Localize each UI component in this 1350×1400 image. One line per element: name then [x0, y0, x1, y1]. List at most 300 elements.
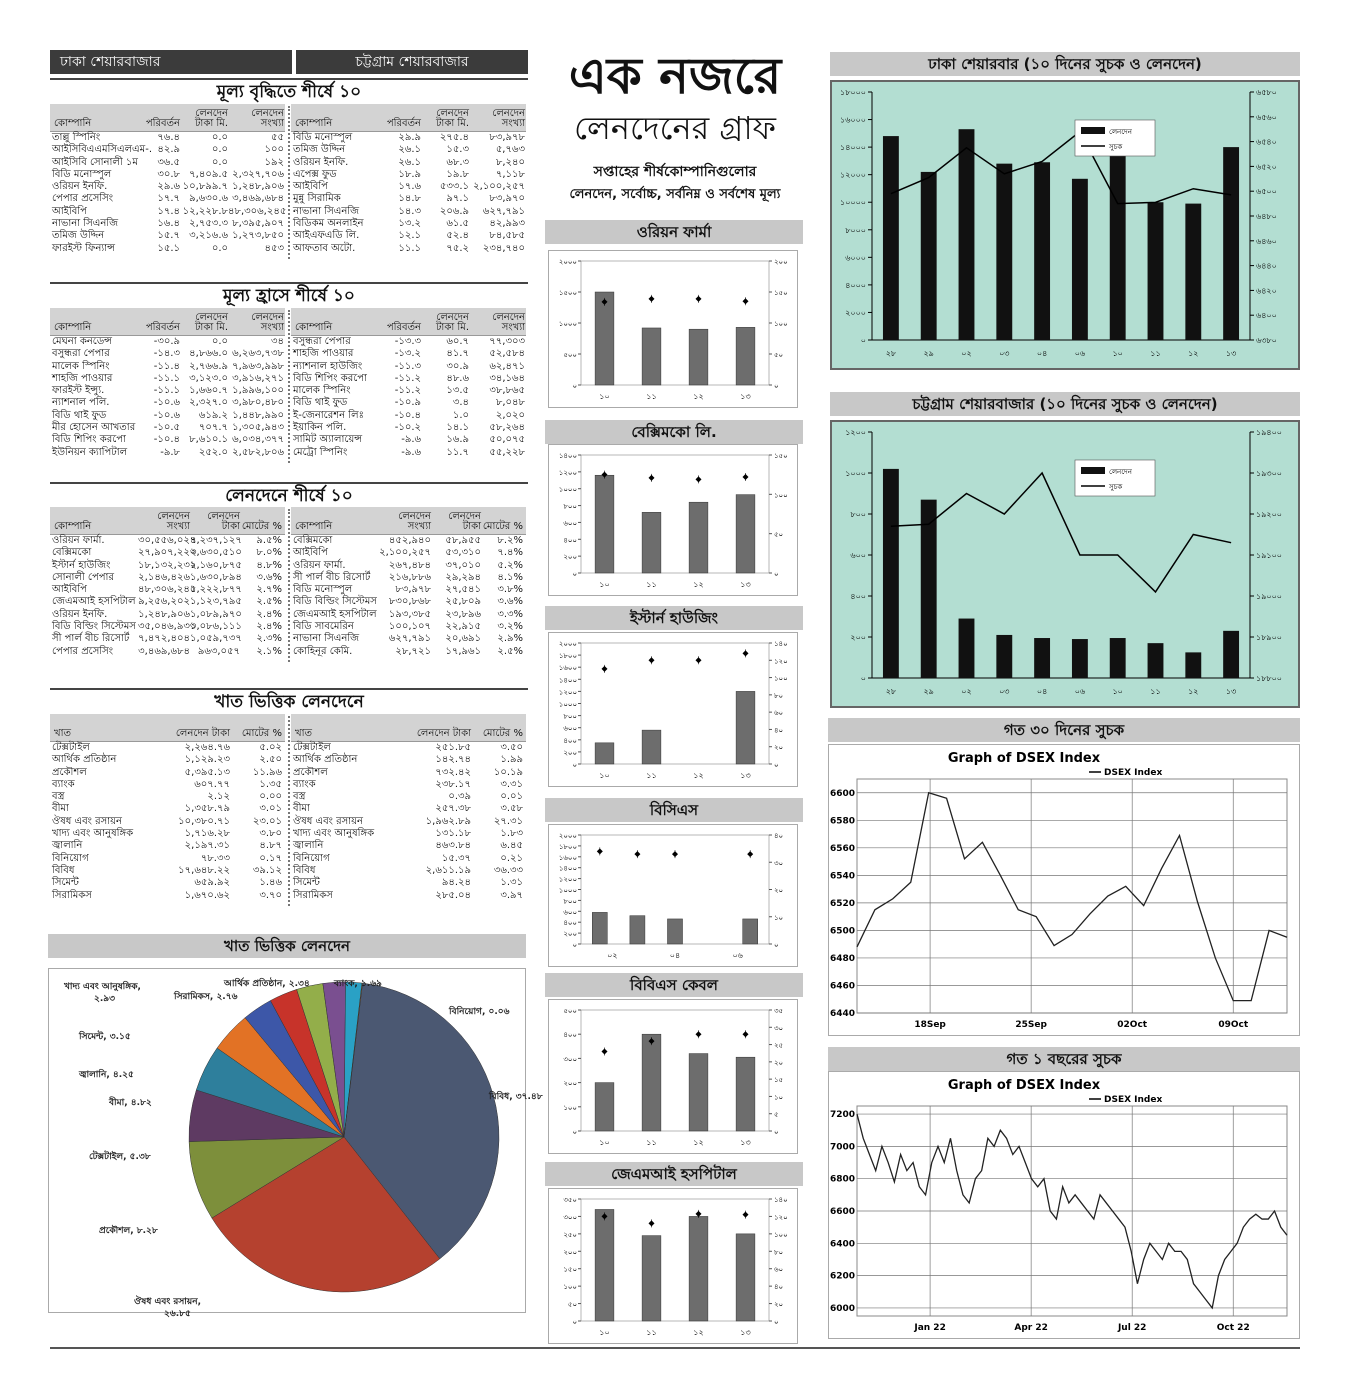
index-line [891, 473, 1231, 592]
losers-cell: ইউনিয়ন ক্যাপিটাল [52, 446, 128, 458]
gainers-cell: ৭,৪০৯.৫ [189, 168, 228, 180]
bar [689, 502, 708, 573]
gainers-cell: ১৫.৩ [446, 144, 469, 156]
sector-cell: ৩৯.১২ [252, 864, 282, 876]
sector-cell: ২৩৮.১৭ [435, 778, 471, 790]
y-tick-label: 6520 [829, 898, 855, 909]
gainers-cell: ৮৪,৫৮৫ [489, 230, 525, 242]
gainers-row [291, 243, 526, 255]
turnover-cell: ৪,২৩৭,১২৭ [190, 535, 242, 546]
losers-cell: -১৩.২ [394, 348, 421, 360]
ctg-turnover-half [291, 507, 526, 658]
gainers-cell: ২০৬.৯ [439, 205, 469, 217]
y2-tick-label: ৬৪০০ [1256, 311, 1277, 321]
turnover-col-header: মোটের % [241, 521, 282, 532]
y2-tick-label: ৬৪৮০ [1256, 212, 1277, 221]
losers-col-header: পরিবর্তন [145, 322, 180, 333]
x-tick-label: 25Sep [1015, 1020, 1047, 1030]
pie-label: জ্বালানি, ৪.২৫ [79, 1070, 134, 1080]
gainers-row [50, 132, 285, 144]
turnover-cell: ৮.০% [256, 547, 282, 559]
losers-col-header: কোম্পানি [295, 322, 333, 333]
losers-cell: ১.০ [452, 409, 469, 421]
y-tick-label: ১২০০ [558, 688, 577, 697]
gainers-row [291, 181, 526, 193]
y2-tick-label: ১০০ [774, 320, 788, 328]
y-tick-label: ৪০০ [563, 536, 577, 545]
gainers-row [50, 193, 285, 205]
losers-cell: ৭৭,৩০৩ [489, 336, 525, 347]
losers-cell: বসুন্ধরা পেপার [52, 348, 110, 360]
losers-cell: -১১.১ [153, 385, 180, 397]
y-tick-label: ৩০০ [563, 1055, 577, 1064]
turnover-cell: ৪.১% [497, 571, 523, 583]
eastern-title: ইস্টার্ন হাউজিং [545, 606, 803, 630]
x-tick-label: ১২ [693, 771, 704, 780]
gainers-cell: ২৭৫.৪ [439, 132, 469, 143]
sector-row [50, 865, 285, 877]
bar [630, 916, 645, 944]
y-tick-label: ৮০০০ [845, 225, 866, 235]
gainers-cell: ২,১০০,২৫৭ [473, 181, 525, 193]
y-tick-label: 7200 [829, 1110, 855, 1121]
bar [595, 1209, 614, 1321]
losers-cell: ইয়াকিন পলি. [293, 422, 347, 434]
bar [642, 1034, 661, 1131]
losers-cell: ১,৩০৫,৯৪৩ [232, 422, 284, 434]
y-tick-label: ১৪০০ [558, 452, 577, 460]
y2-tick-label: ৮০ [774, 1248, 784, 1257]
bar [959, 129, 975, 340]
bar [883, 136, 899, 340]
gainers-cell: ১৫.১ [157, 242, 180, 254]
sector-cell: বিনিয়োগ [293, 852, 330, 864]
y-tick-label: ১৮০০০ [840, 88, 866, 97]
x-tick-label: ১২ [693, 580, 704, 589]
turnover-cell: ২,১০০,২৫৭ [379, 547, 431, 559]
orion-title: ওরিয়ন ফার্মা [545, 220, 803, 244]
y-tick-label: ৬০০ [563, 724, 577, 733]
turnover-row [291, 609, 526, 621]
bar [736, 327, 755, 385]
gainers-cell: বিডি মনোস্পুল [293, 132, 353, 143]
legend-swatch-bar [1081, 127, 1105, 134]
gainers-cell: ০.০ [211, 242, 228, 254]
y2-tick-label: ১০০ [774, 1230, 788, 1239]
y-tick-label: ১০০ [563, 1283, 577, 1292]
sector-cell: ০.৩৯ [448, 791, 471, 803]
sector-row [291, 865, 526, 877]
gainers-cell: পেপার প্রসেসিং [52, 193, 114, 205]
sector-row [291, 779, 526, 791]
gainers-cell: এপেক্স ফুড [293, 168, 337, 180]
x-tick-label: Oct 22 [1216, 1323, 1250, 1333]
bar [736, 495, 755, 573]
jmi-title: জেএমআই হসপিটাল [545, 1162, 803, 1186]
x-tick-label: ১১ [1150, 687, 1161, 696]
losers-col-header: লেনদেন টাকা মি. [194, 312, 228, 333]
y2-tick-label: ১০০ [774, 674, 788, 683]
turnover-cell: বিডি বিল্ডিং সিস্টেমস [52, 621, 136, 633]
sector-cell: ৬৫৯.৯২ [194, 877, 230, 889]
sector-cell: ৩.৩১ [500, 778, 523, 790]
plot-area [857, 779, 1287, 1013]
sector-cell: ২.১২ [207, 791, 230, 803]
turnover-cell: ১০০,১০৭ [388, 621, 431, 633]
sector-col-header: খাত [54, 728, 71, 739]
sector-cell: সিমেন্ট [52, 877, 79, 889]
losers-cell: মেঘনা কনডেন্স [52, 336, 113, 347]
bar [667, 919, 682, 944]
y2-tick-label: ১৯৩০০ [1256, 469, 1282, 478]
pie-label: বিবিধ, ৩৭.৪৮ [489, 1092, 543, 1102]
losers-cell: ১,৯৯৬,১০০ [232, 385, 284, 397]
dhaka-market-header: ঢাকা শেয়ারবাজার [50, 50, 292, 74]
gainers-cell: তমিজ উদ্দিন [52, 230, 105, 242]
sector-cell: ৩৬.৩৩ [493, 864, 523, 876]
losers-cell: ফারইস্ট ইন্স্যু. [52, 385, 105, 397]
sector-cell: ১.৮৩ [500, 828, 523, 840]
gainers-cell: ২৬.১ [398, 156, 421, 168]
losers-cell: ৫৮,২৬৪ [489, 422, 525, 434]
losers-cell: ৪৮.৬ [446, 372, 469, 384]
turnover-cell: ১,০৮৬,১১১ [190, 621, 242, 633]
turnover-cell: ৭.৪% [497, 547, 523, 559]
turnover-cell: ২৭,৫৪১ [445, 584, 481, 596]
x-tick-label: ০২ [961, 687, 972, 696]
gainers-row [50, 243, 285, 255]
y-tick-label: ১৫০০ [558, 289, 577, 297]
x-tick-label: ১২ [693, 1328, 704, 1337]
turnover-cell: ৩.৩% [497, 608, 523, 620]
turnover-col-header: লেনদেন টাকা [207, 511, 240, 532]
gainers-col-header: লেনদেন সংখ্যা [492, 108, 525, 129]
turnover-cell: ৮.২% [497, 535, 523, 546]
x-tick-label: ১১ [646, 771, 657, 780]
sector-cell: বীমা [293, 803, 310, 815]
pie-chart [48, 968, 543, 1319]
losers-cell: -১০.৪ [153, 434, 180, 446]
sector-cell: ১,৯৬২.৮৯ [425, 815, 471, 827]
sector-cell: ব্যাংক [293, 778, 316, 790]
turnover-cell: ৮৩০,৮৬৮ [388, 596, 431, 608]
losers-cell: ই-জেনারেশন লিঃ [293, 409, 364, 421]
turnover-cell: বিডি মনোস্পুল [293, 584, 353, 596]
y-tick-label: ১২০০ [845, 428, 866, 437]
gainers-row [291, 169, 526, 181]
losers-cell: বসুন্ধরা পেপার [293, 336, 351, 347]
y-tick-label: ১০০০ [558, 886, 577, 895]
y-tick-label: 6560 [829, 843, 855, 854]
y2-tick-label: ৬০ [774, 1265, 784, 1274]
losers-cell: ৬০.৭ [446, 336, 469, 347]
bcs-title: বিসিএস [545, 798, 803, 822]
x-tick-label: ১২ [1188, 687, 1199, 696]
y-tick-label: ১৬০০০ [840, 115, 866, 125]
y-tick-label: 6500 [829, 926, 855, 937]
sector-row [50, 742, 285, 754]
sector-cell: ১০.১৯ [493, 766, 523, 778]
sector-cell: ১,৭১৬.২৮ [184, 828, 230, 840]
turnover-cell: সী পার্ল বীচ রিসোর্ট [52, 633, 130, 645]
sector-cell: সিরামিকস [293, 889, 333, 901]
gainers-row [50, 218, 285, 230]
losers-cell: ন্যাশনাল পলি. [52, 397, 110, 409]
turnover-cell: ৯৬৩,০৫৭ [197, 645, 240, 657]
gainers-cell: ৭৫.২ [446, 242, 469, 254]
bar [642, 730, 661, 764]
gainers-row [50, 169, 285, 181]
sector-cell: ৬০৭.৭৭ [194, 778, 230, 790]
losers-cell: মালেক স্পিনিং [293, 385, 351, 397]
x-tick-label: ০৪ [669, 951, 681, 960]
sector-cell: সিমেন্ট [293, 877, 320, 889]
losers-cell: শাহজি পাওয়ার [52, 372, 113, 384]
y-tick-label: 6800 [829, 1174, 855, 1185]
gainers-cell: ৭৬.৪ [157, 132, 180, 143]
gainers-cell: ৪৮,৩০৬,২৪৫ [228, 205, 287, 217]
y-tick-label: ১৮০০ [558, 652, 577, 661]
y-tick-label: ১০০০ [558, 700, 577, 709]
turnover-cell: ১,২২২,৮৭৭ [190, 584, 242, 596]
sector-row [291, 791, 526, 803]
turnover-cell: ৬২৭,৭৯১ [388, 633, 431, 645]
y-tick-label: ২০০০ [845, 308, 866, 318]
turnover-row [291, 633, 526, 645]
turnover-cell: ৫৩,৩১০ [445, 547, 481, 559]
sector-col-header: লেনদেন টাকা [175, 728, 230, 739]
y2-tick-label: ১০ [774, 913, 784, 922]
losers-row [291, 397, 526, 409]
y-tick-label: ১৪০০০ [840, 143, 866, 153]
gainers-row [291, 193, 526, 205]
turnover-cell: ২,১৬০,৮৭৫ [190, 559, 242, 571]
turnover-col-header: লেনদেন সংখ্যা [157, 511, 190, 532]
gainers-cell: ৮৩,৯৭০ [489, 193, 525, 205]
turnover-cell: ৩.৬% [256, 571, 282, 583]
losers-cell: -৯.৬ [401, 446, 421, 458]
bar [595, 475, 614, 573]
gainers-cell: ০.০ [211, 156, 228, 168]
losers-cell: ৫২,৫৮৪ [489, 348, 525, 360]
gainers-cell: ১৭.৪ [157, 205, 180, 217]
sector-row [291, 877, 526, 889]
sector-cell: ০.০০ [259, 791, 282, 803]
subtitle-line2: লেনদেন, সর্বোচ্চ, সর্বনিম্ন ও সর্বশেষ মূল্য [569, 187, 781, 202]
turnover-cell: ৩.৬% [497, 596, 523, 608]
sector-col-header: খাত [295, 728, 312, 739]
gainers-cell: আইসিবি সোনালী ১ম [52, 156, 138, 168]
losers-col-header: লেনদেন টাকা মি. [435, 312, 469, 333]
pie-label-line: ঔষধ এবং রসায়ন, [134, 1297, 201, 1307]
y-tick-label: ৪০০ [563, 919, 577, 928]
ctg-sector-half [291, 714, 526, 902]
y-tick-label: ১০০০০ [840, 198, 866, 208]
turnover-cell: ১৭,৯৬১ [445, 645, 481, 657]
turnover-row [291, 572, 526, 584]
turnover-title: লেনদেনে শীর্ষে ১০ [50, 482, 528, 506]
y2-tick-label: ৬৪৬০ [1256, 236, 1277, 246]
x-tick-label: ১২ [1188, 349, 1199, 358]
losers-cell: ৪,৮৬৬.০ [189, 348, 228, 360]
turnover-cell: ১,১২৩,৭৯৫ [190, 596, 242, 608]
gainers-cell: ৪৫৩ [264, 242, 284, 254]
x-tick-label: ১১ [646, 1138, 657, 1147]
turnover-row [291, 621, 526, 633]
y2-tick-label: ১৪০ [774, 640, 788, 648]
y-tick-label: ২০০০ [558, 640, 577, 648]
pie-label-line: ২৬.৮৫ [164, 1309, 191, 1319]
losers-cell: ৩.৪ [452, 397, 469, 409]
bar [689, 1054, 708, 1131]
losers-cell: -১৩.৩ [394, 336, 421, 347]
gainers-row [291, 218, 526, 230]
y2-tick-label: ২০ [774, 1058, 784, 1067]
losers-cell: -১১.১ [153, 372, 180, 384]
y2-tick-label: ১৯৪০০ [1256, 428, 1282, 437]
sector-cell: ১৪২.৭৪ [435, 754, 471, 766]
bar [921, 172, 937, 340]
losers-cell: ১,৬৬০.৭ [189, 385, 228, 397]
gainers-cell: নাভানা সিএনজি [293, 205, 360, 217]
x-tick-label: ২৯ [923, 349, 934, 358]
ctg-losers-half [291, 308, 526, 459]
sector-cell: বীমা [52, 803, 69, 815]
gainers-cell: আফতাব অটো. [293, 242, 356, 254]
turnover-cell: ৩.২% [497, 621, 523, 633]
sector-cell: ১৫.৩৭ [441, 852, 471, 864]
y-tick-label: ৫০০ [563, 1007, 577, 1015]
jmi-chart [548, 1188, 798, 1344]
turnover-cell: ২.৫% [497, 645, 523, 657]
losers-cell: ১৬.৯ [446, 434, 469, 446]
x-tick-label: ১৩ [1225, 687, 1237, 696]
pie-label: বীমা, ৪.৮২ [109, 1098, 152, 1108]
x-tick-label: ১১ [1150, 349, 1161, 358]
losers-cell: ৩,৯১৬,২৭১ [232, 372, 284, 384]
bar [642, 328, 661, 385]
gainers-col-header: লেনদেন টাকা মি. [194, 108, 228, 129]
gainers-cell: ০.০ [211, 132, 228, 143]
turnover-cell: আইবিপি [52, 584, 87, 596]
y-tick-label: 6600 [829, 1207, 855, 1217]
losers-row [50, 447, 285, 459]
y2-tick-label: ৬৪৪০ [1256, 261, 1277, 271]
bbs-title: বিবিএস কেবল [545, 973, 803, 997]
turnover-cell: ২.৭% [256, 584, 282, 596]
sector-cell: টেক্সটাইল [52, 742, 90, 753]
x-tick-label: ১২ [693, 392, 704, 401]
sector-divider [288, 716, 290, 906]
y2-tick-label: ০ [774, 570, 779, 578]
sector-row [50, 840, 285, 852]
losers-col-header: পরিবর্তন [386, 322, 421, 333]
legend-label: সুচক [1109, 143, 1123, 151]
gainers-cell: তমিজ উদ্দিন [293, 144, 346, 156]
sector-cell: ১.৪৬ [259, 877, 282, 889]
losers-cell: বিডি থাই ফুড [293, 397, 348, 409]
turnover-cell: ২৭,৯০৭,২২২ [138, 547, 197, 559]
losers-cell: ৪১.৭ [446, 348, 469, 360]
dhaka-losers-half [50, 308, 285, 459]
losers-cell: -১০.৯ [394, 397, 421, 409]
bar [592, 912, 607, 944]
gainers-row [50, 144, 285, 156]
turnover-cell: ৪৫২,৯৪০ [388, 535, 431, 546]
chart-title: Graph of DSEX Index [947, 1078, 1101, 1093]
y-tick-label: ১০০ [563, 1103, 577, 1112]
main-title-line1: এক নজরে [568, 46, 782, 105]
y2-tick-label: ১৮৮০০ [1256, 674, 1282, 683]
y2-tick-label: ৫০ [774, 530, 784, 539]
turnover-header-row [291, 507, 526, 535]
losers-cell: মালেক স্পিনিং [52, 360, 110, 372]
ctg-gainers-half [291, 104, 526, 255]
y-tick-label: ২০০ [563, 1079, 577, 1088]
gainers-cell: ৬২৭,৭৯১ [482, 205, 525, 217]
y-tick-label: ০ [572, 941, 577, 949]
ctg10-chart [830, 420, 1300, 708]
turnover-cell: ৫৮,৯৫৫ [445, 535, 481, 546]
losers-cell: -১১.৩ [394, 360, 421, 372]
gainers-cell: ফারইস্ট ফিন্যান্স [52, 242, 115, 254]
y-tick-label: ৪০০ [563, 1031, 577, 1040]
y-tick-label: ১০০০ [558, 320, 577, 328]
y-tick-label: ৫০ [567, 1300, 577, 1309]
y-tick-label: ৩৫০ [563, 1196, 577, 1204]
gainers-cell: ৩,২১৬.৬ [189, 230, 228, 242]
losers-cell: বিডি শিপিং করপো [52, 434, 126, 446]
losers-cell: ০.০ [211, 336, 228, 347]
pie-title: খাত ভিত্তিক লেনদেন [48, 934, 526, 958]
turnover-cell: ওরিয়ন ইনফি. [52, 608, 108, 620]
y-tick-label: ২০০ [850, 633, 866, 642]
sector-cell: আর্থিক প্রতিষ্ঠান [293, 754, 358, 766]
sector-row [291, 890, 526, 902]
gainers-cell: ৯,৬৩০.৬ [189, 193, 228, 205]
bar [743, 919, 758, 944]
losers-header-row [50, 308, 285, 336]
y-tick-label: 6480 [829, 953, 855, 964]
losers-cell: ২,৭৬৬.৯ [189, 360, 228, 372]
y2-tick-label: ০ [774, 1128, 779, 1136]
sector-cell: ১.৩৫ [259, 778, 282, 790]
orion-chart [548, 250, 798, 408]
losers-row [291, 348, 526, 360]
y-tick-label: ৬০০ [563, 908, 577, 917]
gainers-cell: ৫৩৩.১ [439, 181, 469, 193]
turnover-row [50, 646, 285, 658]
pie-label [134, 1295, 201, 1319]
y-tick-label: ৪০০ [850, 592, 866, 601]
gainers-col-header: লেনদেন সংখ্যা [251, 108, 284, 129]
losers-cell: ৩৪ [271, 336, 284, 347]
dsex30-chart [828, 744, 1300, 1036]
losers-cell: -১১.২ [394, 372, 421, 384]
legend-swatch-bar [1081, 467, 1105, 474]
sector-cell: ৩.৭০ [259, 889, 282, 901]
x-tick-label: ১১ [646, 1328, 657, 1337]
sector-cell: ১১.৯৬ [252, 766, 282, 778]
turnover-cell: ১,০৮৯,৯৭০ [190, 608, 242, 620]
bar [1110, 638, 1126, 678]
y2-tick-label: ০ [774, 761, 779, 769]
pie-label [63, 980, 141, 1004]
y2-tick-label: ১৯২০০ [1256, 510, 1282, 519]
y-tick-label: ১০০০ [845, 469, 866, 478]
turnover-cell: ২৮,৭২১ [395, 645, 431, 657]
sector-cell: খাদ্য এবং আনুষঙ্গিক [52, 828, 134, 840]
